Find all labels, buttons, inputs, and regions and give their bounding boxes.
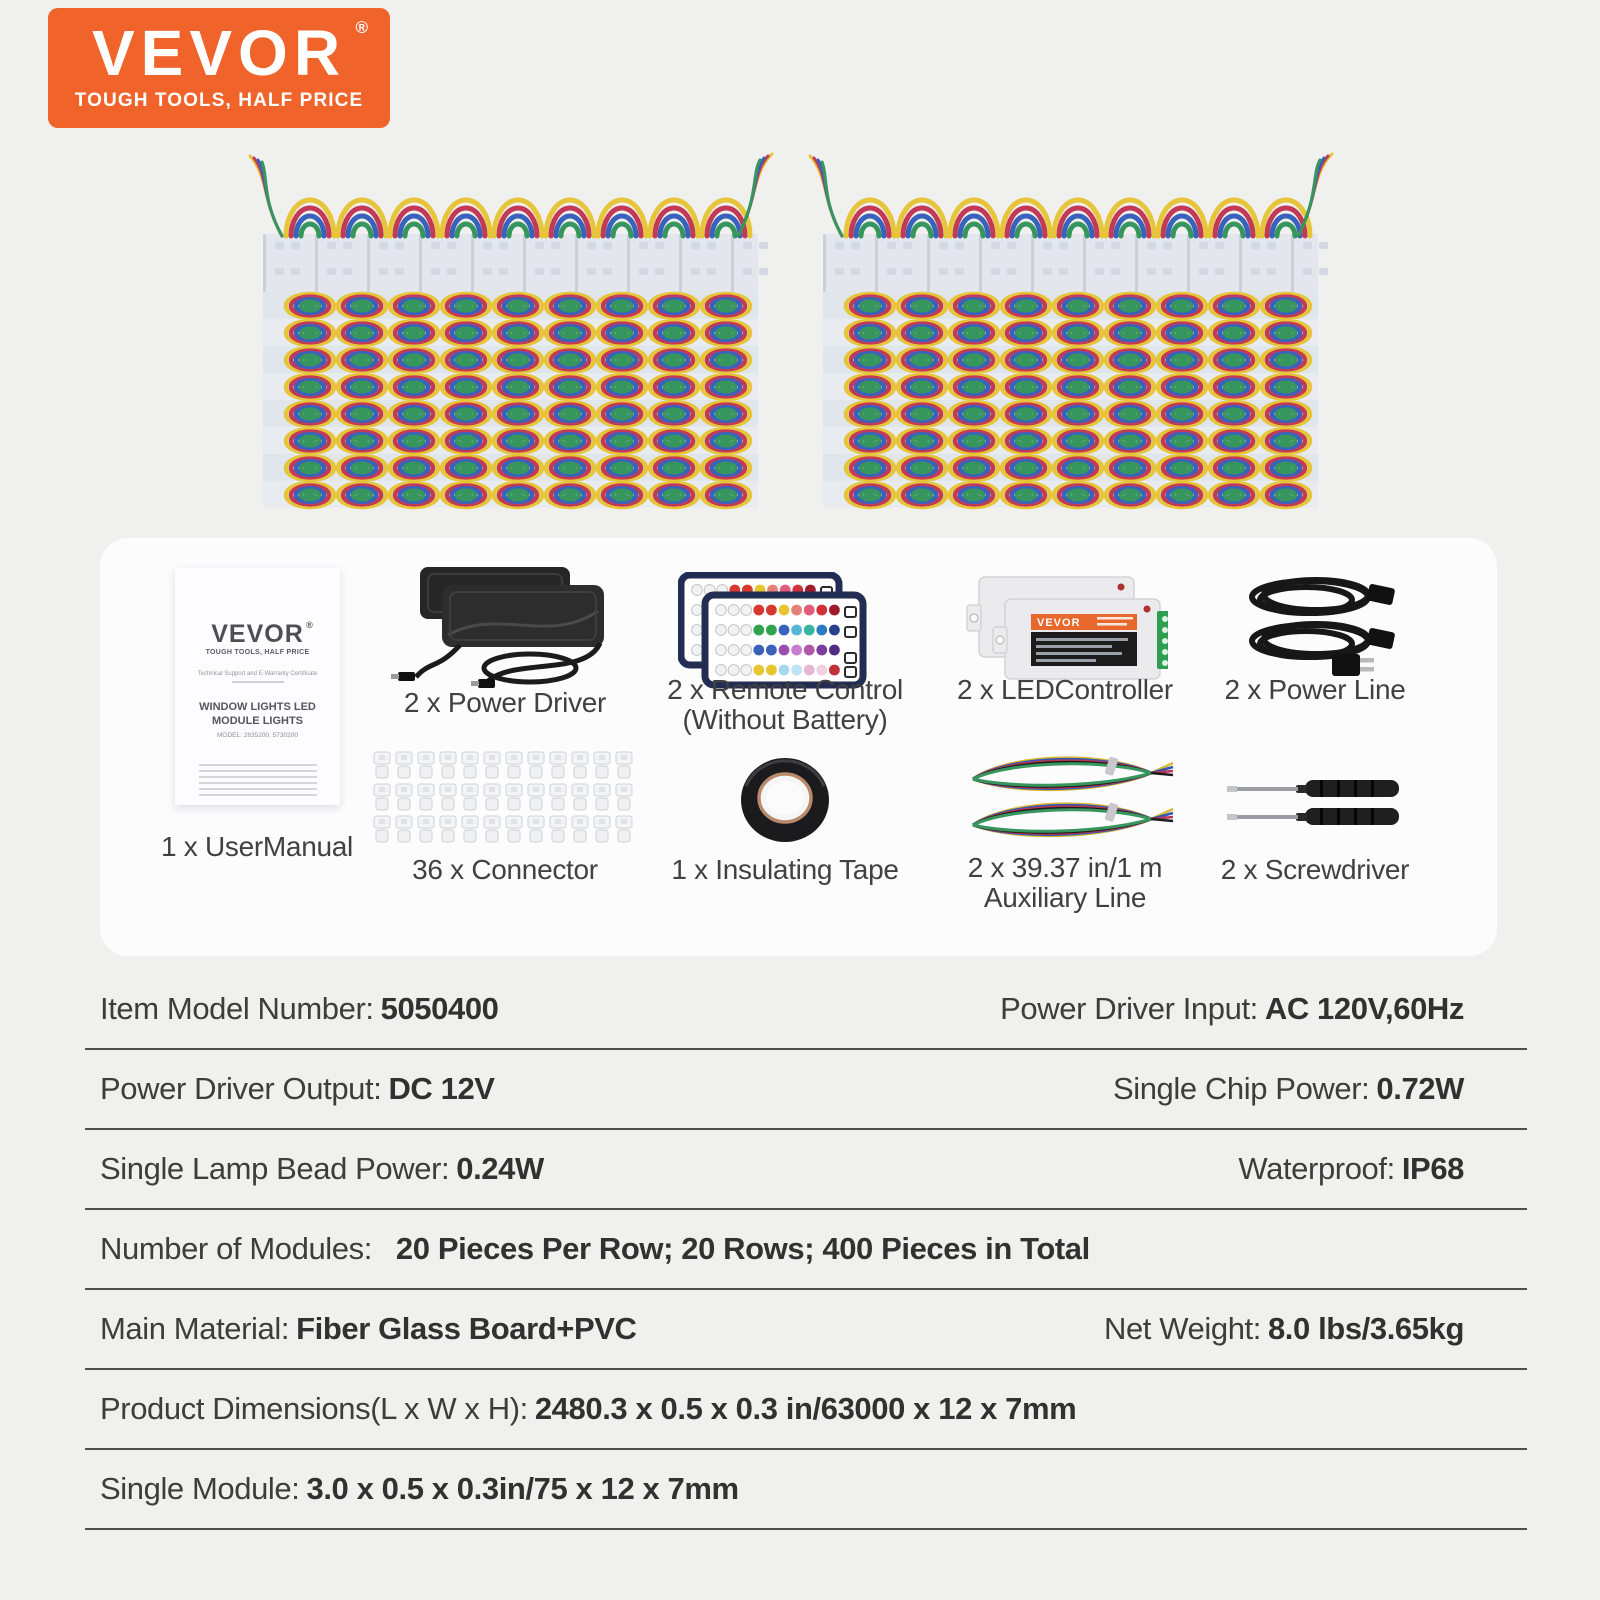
manual-support-line2 <box>232 681 284 683</box>
kit-item-label-power-line: 2 x Power Line <box>1224 674 1406 705</box>
kit-contents-panel <box>100 538 1497 956</box>
power-driver-image <box>390 565 620 700</box>
spec-value: IP68 <box>1401 1151 1464 1186</box>
spec-label: Single Chip Power: <box>1112 1071 1370 1106</box>
kit-item-label-power-driver: 2 x Power Driver <box>403 687 607 718</box>
screwdriver-image <box>1220 772 1410 838</box>
spec-label: Power Driver Output: <box>100 1071 382 1106</box>
spec-value: 5050400 <box>380 991 499 1026</box>
kit-item-label-connector: 36 x Connector <box>412 854 598 885</box>
manual-title: WINDOW LIGHTS LED MODULE LIGHTS <box>199 701 316 727</box>
spec-table <box>85 970 1527 1530</box>
manual-model-line: MODEL: 2835200, 5730200 <box>217 732 298 739</box>
kit-item-label-remote-control: 2 x Remote Control (Without Battery) <box>667 674 903 735</box>
spec-row-output-chip <box>85 1050 1527 1130</box>
manual-registered-mark-icon: ® <box>306 620 314 630</box>
spec-value: Fiber Glass Board+PVC <box>296 1311 637 1346</box>
spec-label: Single Module: <box>100 1471 300 1506</box>
manual-brand: VEVOR ® <box>211 620 314 648</box>
kit-item-label-user-manual: 1 x UserManual <box>161 831 353 862</box>
brand-wordmark <box>91 17 369 89</box>
auxiliary-line-image <box>955 745 1175 845</box>
spec-value: AC 120V,60Hz <box>1264 991 1464 1026</box>
spec-label: Product Dimensions(L x W x H): <box>100 1391 528 1426</box>
connector-image <box>370 748 640 848</box>
manual-tagline: TOUGH TOOLS, HALF PRICE <box>205 649 310 656</box>
spec-value: 0.24W <box>456 1151 544 1186</box>
spec-value: 0.72W <box>1376 1071 1464 1106</box>
spec-value: DC 12V <box>388 1071 495 1106</box>
spec-label: Net Weight: <box>1103 1311 1261 1346</box>
insulating-tape-image <box>730 752 840 848</box>
spec-value: 2480.3 x 0.5 x 0.3 in/63000 x 12 x 7mm <box>534 1391 1077 1426</box>
spec-label: Item Model Number: <box>100 991 374 1026</box>
spec-row-single-module <box>85 1450 1527 1530</box>
user-manual-image <box>175 568 340 805</box>
svg-text:VEVOR: VEVOR <box>1037 617 1081 629</box>
led-module-stack-left <box>238 140 783 515</box>
registered-mark-icon: ® <box>355 18 369 37</box>
spec-row-bead-waterproof <box>85 1130 1527 1210</box>
spec-label: Single Lamp Bead Power: <box>100 1151 450 1186</box>
spec-label: Power Driver Input: <box>1000 991 1258 1026</box>
spec-row-material-weight <box>85 1290 1527 1370</box>
power-line-image <box>1220 568 1410 683</box>
kit-item-label-auxiliary-line: 2 x 39.37 in/1 m Auxiliary Line <box>967 852 1163 913</box>
spec-value: 3.0 x 0.5 x 0.3in/75 x 12 x 7mm <box>306 1471 739 1506</box>
spec-value: 8.0 lbs/3.65kg <box>1267 1311 1464 1346</box>
spec-label: Main Material: <box>100 1311 290 1346</box>
manual-support-line: Technical Support and E-Warranty Certificate <box>197 671 318 677</box>
spec-row-model-input <box>85 970 1527 1050</box>
brand-tagline: TOUGH TOOLS, HALF PRICE <box>74 90 364 111</box>
spec-label: Waterproof: <box>1238 1151 1395 1186</box>
manual-paragraph <box>199 764 317 800</box>
vevor-logo <box>48 8 390 128</box>
kit-item-label-insulating-tape: 1 x Insulating Tape <box>671 854 899 885</box>
led-module-stack-right <box>798 140 1343 515</box>
brand-name: VEVOR <box>91 17 347 89</box>
led-controller-image <box>963 575 1168 685</box>
spec-label: Number of Modules: <box>100 1231 372 1266</box>
spec-value: 20 Pieces Per Row; 20 Rows; 400 Pieces in Total <box>395 1231 1090 1266</box>
kit-item-label-led-controller: 2 x LEDController <box>957 674 1173 705</box>
kit-item-label-screwdriver: 2 x Screwdriver <box>1220 854 1410 885</box>
spec-row-product-dimensions <box>85 1370 1527 1450</box>
spec-row-number-of-modules <box>85 1210 1527 1290</box>
